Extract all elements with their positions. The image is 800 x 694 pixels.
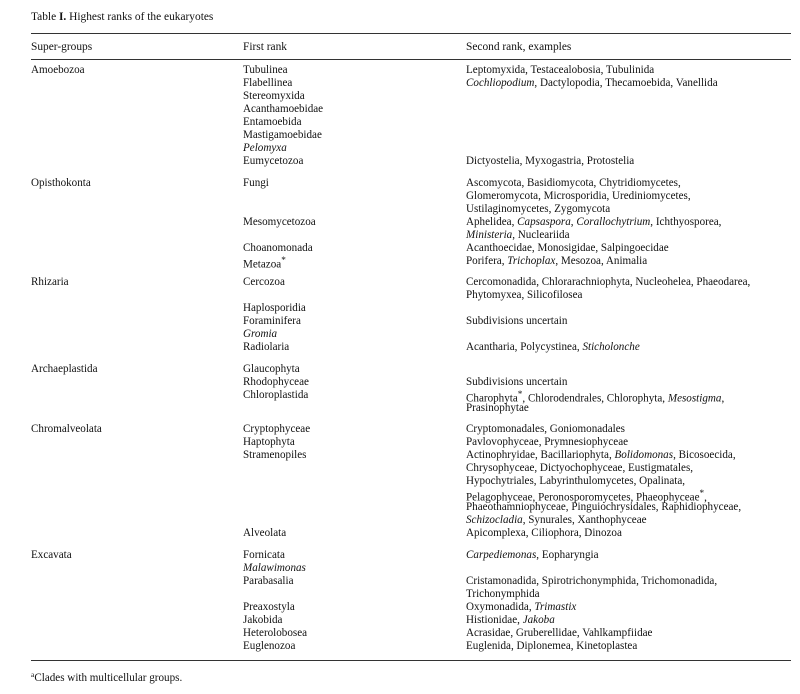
first-rank-cell: Chloroplastida [243,388,309,401]
second-rank-cell: Phaeothamniophyceae, Pinguiochrysidales, Raphidiophyceae, [466,501,742,513]
table-row [0,289,800,302]
first-rank-cell: Alveolata [243,527,287,539]
first-rank-cell: Mesomycetozoa [243,215,316,228]
second-rank-cell: Subdivisions uncertain [466,375,568,388]
super-group-name: Amoebozoa [31,64,85,76]
header-second-rank: Second rank, examples [466,41,572,53]
table-row [0,462,800,475]
first-rank-cell: Mastigamoebidae [243,129,322,141]
second-rank-cell: Dictyostelia, Myxogastria, Protostelia [466,155,635,167]
table-row [0,388,800,405]
super-group-name: Opisthokonta [31,176,91,189]
table-body [0,64,800,653]
table-row [0,601,800,614]
table-row [0,315,800,328]
table-row [0,436,800,449]
second-rank-cell: Carpediemonas, Eopharyngia [466,548,599,561]
table-row [0,527,800,540]
second-rank-cell: Pelagophyceae, Peronosporomycetes, Phaeophyceae*, [466,489,707,504]
second-rank-cell: Subdivisions uncertain [466,315,568,327]
table-row [0,90,800,103]
first-rank-cell: Malawimonas [243,561,306,574]
first-rank-cell: Stereomyxida [243,90,305,102]
table-row [0,588,800,601]
first-rank-cell: Cercozoa [243,276,285,288]
second-rank-cell: Schizocladia, Synurales, Xanthophyceae [466,514,647,526]
super-group-name: Chromalveolata [31,423,102,435]
second-rank-cell: Porifera, Trichoplax, Mesozoa, Animalia [466,254,648,267]
table-row [0,302,800,315]
first-rank-cell: Haptophyta [243,436,295,448]
group-chromalveolata [0,423,800,540]
second-rank-cell: Cryptomonadales, Goniomonadales [466,423,625,435]
table-row [0,562,800,575]
table-row [0,116,800,129]
bottom-rule [31,660,791,661]
second-rank-cell: Prasinophytae [466,401,529,414]
table-row [0,216,800,229]
table-row [0,155,800,168]
footnote-mark: a [31,670,35,679]
super-group-name: Archaeplastida [31,362,98,375]
caption-title: Highest ranks of the eukaryotes [66,11,214,23]
second-rank-cell: Ascomycota, Basidiomycota, Chytridiomycetes, [466,176,681,189]
first-rank-cell: Choanomonada [243,241,313,254]
table-row [0,328,800,341]
second-rank-cell: Chrysophyceae, Dictyochophyceae, Eustigmatales, [466,462,694,474]
second-rank-cell: Oxymonadida, Trimastix [466,600,577,613]
first-rank-cell: Glaucophyta [243,362,300,375]
table-row [0,203,800,216]
group-spacer [0,354,800,363]
second-rank-cell: Glomeromycota, Microsporidia, Urediniomycetes, [466,189,691,202]
super-group-name: Rhizaria [31,276,69,288]
second-rank-cell: Euglenida, Diplonemea, Kinetoplastea [466,639,638,652]
table-row [0,190,800,203]
first-rank-cell: Pelomyxa [243,142,287,154]
group-spacer [0,168,800,177]
second-rank-cell: Cercomonadida, Chlorarachniophyta, Nucleohelea, Phaeodarea, [466,276,751,288]
table-row [0,488,800,504]
caption-number: I. [58,11,67,23]
first-rank-cell: Entamoebida [243,116,302,128]
top-rule [31,33,791,34]
group-spacer [0,415,800,424]
table-row [0,376,800,389]
second-rank-cell: Cristamonadida, Spirotrichonymphida, Trichomonadida, [466,574,718,587]
table-row [0,501,800,514]
first-rank-cell: Flabellinea [243,77,293,89]
first-rank-cell: Haplosporidia [243,302,306,314]
footnote [31,672,182,684]
table-caption [31,11,213,23]
table-row [0,423,800,436]
footnote-text: Clades with multicellular groups. [34,672,183,684]
table-row [0,402,800,415]
first-rank-cell: Eumycetozoa [243,155,304,167]
table-row [0,254,800,271]
second-rank-cell: Leptomyxida, Testacealobosia, Tubulinida [466,64,655,76]
first-rank-cell: Foraminifera [243,315,301,327]
group-rhizaria [0,276,800,354]
second-rank-cell: Cochliopodium, Dactylopodia, Thecamoebida, Vanellida [466,77,718,89]
second-rank-cell: Aphelidea, Capsaspora, Corallochytrium, Ichthyosporea, [466,215,722,228]
table-row [0,142,800,155]
header-first-rank: First rank [243,41,287,53]
table-row [0,77,800,90]
caption-prefix: Table [31,11,59,23]
first-rank-cell: Preaxostyla [243,600,295,613]
group-opisthokonta [0,176,800,271]
second-rank-cell: Trichonymphida [466,587,540,600]
table-row [0,514,800,527]
table-row [0,242,800,255]
second-rank-cell: Ustilaginomycetes, Zygomycota [466,202,611,215]
super-group-name: Excavata [31,548,72,561]
second-rank-cell: Apicomplexa, Ciliophora, Dinozoa [466,527,622,539]
header-super-groups: Super-groups [31,41,93,53]
group-amoebozoa [0,64,800,168]
first-rank-cell: Fungi [243,176,269,189]
table-row [0,103,800,116]
first-rank-cell: Jakobida [243,613,283,626]
table-row [0,627,800,640]
table-row [0,475,800,488]
second-rank-cell: Hypochytriales, Labyrinthulomycetes, Opalinata, [466,475,686,487]
header-rule [31,59,791,60]
second-rank-cell: Acantharia, Polycystinea, Sticholonche [466,341,640,353]
first-rank-cell: Cryptophyceae [243,423,311,435]
first-rank-cell: Metazoa* [243,255,286,271]
first-rank-cell: Tubulinea [243,64,288,76]
table-row [0,640,800,653]
first-rank-cell: Rhodophyceae [243,375,309,388]
table-row [0,177,800,190]
second-rank-cell: Phytomyxea, Silicofilosea [466,289,583,301]
second-rank-cell: Pavlovophyceae, Prymnesiophyceae [466,436,629,448]
first-rank-cell: Gromia [243,328,278,340]
second-rank-cell: Acanthoecidae, Monosigidae, Salpingoecidae [466,241,669,254]
second-rank-cell: Ministeria, Nucleariida [466,228,570,241]
second-rank-cell: Charophyta*, Chlorodendrales, Chlorophyta, Mesostigma, [466,389,725,405]
first-rank-cell: Radiolaria [243,341,290,353]
group-spacer [0,540,800,549]
second-rank-cell: Acrasidae, Gruberellidae, Vahlkampfiidae [466,626,653,639]
second-rank-cell: Actinophryidae, Bacillariophyta, Bolidomonas, Bicosoecida, [466,449,736,461]
group-archaeplastida [0,363,800,415]
table-row [0,614,800,627]
first-rank-cell: Heterolobosea [243,626,308,639]
first-rank-cell: Stramenopiles [243,449,307,461]
table-row [0,64,800,77]
first-rank-cell: Acanthamoebidae [243,103,324,115]
table-row [0,549,800,562]
table-row [0,363,800,376]
second-rank-cell: Histionidae, Jakoba [466,613,555,626]
table-row [0,229,800,242]
first-rank-cell: Euglenozoa [243,639,296,652]
table-row [0,276,800,289]
table-row [0,129,800,142]
first-rank-cell: Fornicata [243,548,285,561]
group-spacer [0,268,800,277]
table-row [0,575,800,588]
table-row [0,341,800,354]
table-row [0,449,800,462]
first-rank-cell: Parabasalia [243,574,294,587]
group-excavata [0,549,800,653]
